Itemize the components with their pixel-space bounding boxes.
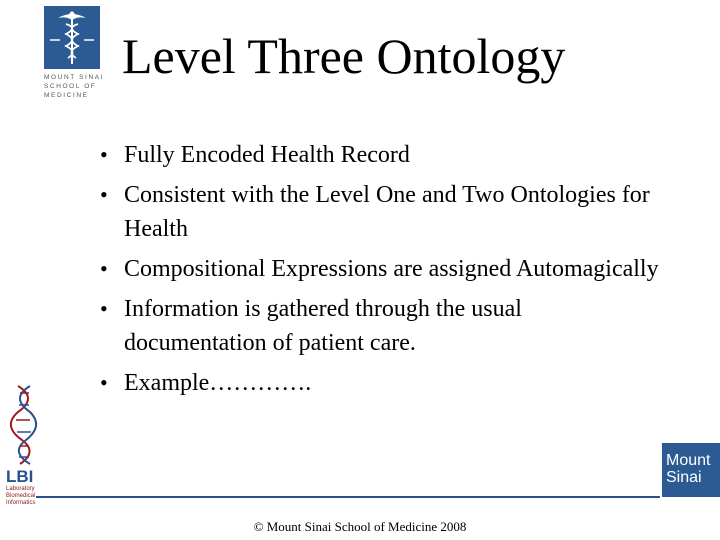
bullet-item [100, 292, 660, 360]
mssm-line: MEDICINE [44, 92, 89, 99]
mssm-line: MOUNT SINAI [44, 74, 105, 81]
lbi-wordmark: LBI [6, 467, 34, 486]
bullet-dot: • [100, 256, 108, 281]
mount-sinai-line: Sinai [666, 469, 702, 486]
dna-helix-icon [4, 384, 48, 466]
bullet-text: Consistent with the Level One and Two Ontologies for Health [124, 182, 650, 242]
bullet-dot: • [100, 182, 108, 207]
mssm-line: SCHOOL OF [44, 83, 97, 90]
bullet-item [100, 138, 660, 172]
bullet-list [100, 138, 660, 406]
slide-title: Level Three Ontology [122, 28, 566, 84]
bullet-item [100, 366, 660, 400]
bullet-dot: • [100, 142, 108, 167]
bullet-item [100, 178, 660, 246]
mount-sinai-logo [662, 443, 720, 497]
mssm-badge [44, 6, 100, 69]
mount-sinai-line: Mount [666, 452, 711, 469]
bullet-dot: • [100, 296, 108, 321]
bullet-text: Fully Encoded Health Record [124, 142, 410, 168]
lbi-line: Informatics [6, 500, 36, 506]
bullet-text: Compositional Expressions are assigned Automagically [124, 256, 659, 282]
caduceus-icon [44, 6, 100, 69]
bullet-text: Information is gathered through the usual documentation of patient care. [124, 296, 522, 356]
bullet-item [100, 252, 660, 286]
footer-divider [36, 496, 660, 498]
bullet-dot: • [100, 370, 108, 395]
lbi-line: Laboratory [6, 486, 35, 492]
copyright-text: © Mount Sinai School of Medicine 2008 [253, 519, 467, 534]
bullet-text: Example…………. [124, 370, 312, 396]
lbi-logo [4, 384, 48, 522]
mssm-logo [44, 6, 105, 108]
lbi-line: Biomedical [6, 493, 36, 499]
mssm-wordmark [44, 73, 104, 100]
